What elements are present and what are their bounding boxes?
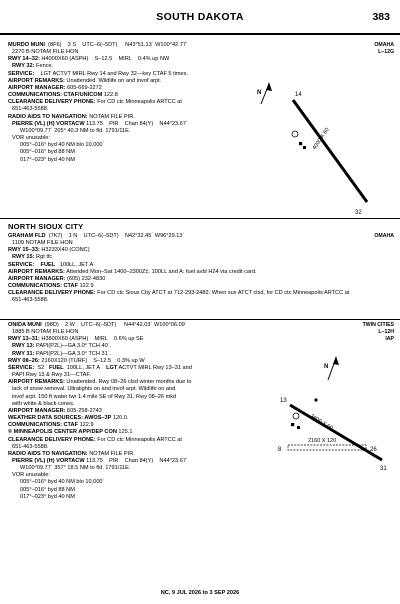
text-run: MURDO MUNI — [8, 42, 45, 48]
murdo-title-line — [8, 42, 276, 49]
onida-clearance-cont: 651-463-5588. — [12, 443, 49, 450]
onida-navaids — [8, 451, 276, 458]
text-run: 122.9 — [78, 283, 94, 290]
header-rule — [0, 33, 400, 35]
text-run: 605-258-2743 — [65, 407, 102, 414]
page-number: 383 — [372, 11, 390, 23]
section-divider-2 — [0, 319, 400, 320]
onida-remarks-4 — [8, 401, 276, 408]
text-run: RADIO AIDS TO NAVIGATION: — [8, 113, 88, 120]
text-run: 125.1 — [116, 429, 133, 436]
text-run: Rgt tfc. — [34, 254, 54, 261]
text-run: RWY 15–33: — [8, 247, 40, 254]
text-run: GRAHAM FLD — [8, 233, 46, 239]
onida-rwy26-label: 26 — [370, 447, 377, 453]
text-run: AIRPORT REMARKS: — [8, 268, 65, 275]
onida-remarks-2 — [8, 386, 276, 393]
onida-center — [8, 429, 276, 436]
text-run: SERVICE: — [8, 70, 35, 77]
murdo-vor-unusable: VOR unusable: — [12, 135, 50, 142]
onida-chart-ref-2: IAP — [385, 336, 394, 343]
state-title: SOUTH DAKOTA — [156, 11, 244, 23]
north-arrow-icon — [257, 82, 272, 104]
text-run: CLEARANCE DELIVERY PHONE: — [8, 436, 96, 443]
onida-rwy31 — [8, 351, 276, 358]
onida-vor-unusable: VOR unusable: — [12, 472, 50, 479]
graham-elevation: 1109 NOTAM FILE HON — [12, 240, 73, 247]
text-run: (7K7) 1 N UTC–6(–5DT) N42°32.45´ W96°29.13´ — [45, 233, 185, 239]
text-run: CLEARANCE DELIVERY PHONE: — [8, 99, 96, 106]
section-divider-1 — [0, 218, 400, 219]
onida-side-refs — [363, 322, 394, 343]
onida-unusable-3: 017°–023° byd 40 NM — [20, 493, 75, 500]
text-run: 113.75 PIR Chan 84(Y) N44°23.67´ — [84, 457, 188, 464]
text-run: H3800X60 (ASPH) MIRL 0.6% up SE — [39, 336, 144, 343]
murdo-runway-strip — [293, 100, 367, 202]
graham-city-sector: OMAHA — [374, 233, 394, 239]
onida-rwy31-label: 31 — [380, 466, 387, 472]
text-run: ACTVT MIRL Rwy 13–31 and — [117, 364, 192, 371]
text-run: Unattended. Wildlife on and invof arpt. — [64, 77, 162, 84]
text-run: H3233X40 (CONC) — [39, 247, 90, 254]
text-run: RWY 13–31: — [8, 336, 40, 343]
text-run: PAPI(P2L)—GA 3.0° TCH 40´. — [34, 343, 112, 350]
onida-building-icon-2 — [297, 426, 300, 429]
text-run: COMMUNICATIONS: CTAF — [8, 422, 79, 429]
text-run: 122.9 — [78, 422, 94, 429]
graham-title-line — [8, 233, 388, 240]
text-run: RWY 14–32: — [8, 56, 40, 63]
text-run: AIRPORT REMARKS: — [8, 379, 65, 386]
onida-rwy13-label: 13 — [280, 398, 287, 404]
onida-clearance — [8, 437, 276, 444]
text-run: RWY 08–26: — [8, 357, 40, 364]
text-run: RWY 32: — [12, 63, 35, 70]
murdo-north-label: N — [257, 90, 262, 96]
graham-entry — [8, 233, 388, 305]
text-run: For CD ctc Minneapolis ARTCC at — [95, 99, 182, 106]
text-run: CLEARANCE DELIVERY PHONE: — [8, 290, 96, 297]
graham-runway — [8, 247, 388, 254]
text-run: 113.75 PIR Chan 84(Y) N44°23.67´ — [84, 120, 188, 127]
murdo-runway-dim-label: 4000 X 60 — [311, 126, 331, 152]
onida-remarks-1 — [8, 379, 276, 386]
murdo-building-icon-2 — [303, 146, 306, 149]
murdo-chart-ref: L–12G — [378, 49, 394, 56]
murdo-airport-diagram — [235, 72, 385, 222]
onida-weather — [8, 415, 276, 422]
onida-turf-dim-label: 2160 X 120 — [308, 438, 337, 444]
murdo-runway — [8, 56, 276, 63]
text-run: lack of snow removal. Ultralights on and invof arpt. Wildlife on and — [12, 386, 176, 393]
onida-elevation: 1885 B NOTAM FILE HON — [12, 329, 79, 336]
text-run: ONIDA MUNI — [8, 322, 42, 328]
text-run: Attended Mon–Sat 1400–2300Z‡. 100LL and A: fuel avbl H24 via credit card. — [64, 268, 257, 275]
onida-main-dim-label: 3800 X 60 — [308, 413, 334, 432]
page-footer: NC, 9 JUL 2026 to 3 SEP 2026 — [160, 590, 240, 596]
onida-beacon-icon — [314, 398, 317, 401]
text-run: 122.8 — [102, 92, 118, 99]
text-run: ACTVT MIRL Rwy 14 and Rwy 32—key CTAF 5 times. — [52, 70, 189, 77]
murdo-rwy32-label: 32 — [355, 210, 362, 216]
text-run: Fence. — [34, 63, 54, 70]
graham-remarks — [8, 269, 388, 276]
onida-unusable-2: 005°–016° byd 88 NM — [20, 486, 75, 493]
onida-windsock-icon — [293, 413, 299, 419]
murdo-rwy32 — [8, 63, 276, 70]
onida-city-sector: TWIN CITIES — [362, 322, 394, 328]
text-run: invof arpt. 150 ft water twr 1.4 mile SE of Rwy 31. Rwy 08–26 mkd — [12, 393, 177, 400]
text-run: AIRPORT MANAGER: — [8, 407, 66, 414]
murdo-unusable-3: 017°–023° byd 40 NM — [20, 156, 75, 163]
text-run: S2 — [34, 364, 49, 371]
murdo-unusable-1: 005°–016° byd 40 NM blo 10,000´ — [20, 142, 105, 149]
onida-runway-13-31 — [290, 405, 382, 460]
text-run: NOTAM FILE PIR. — [87, 450, 135, 457]
onida-rwy0826 — [8, 358, 276, 365]
onida-airport-diagram — [270, 350, 395, 475]
onida-manager — [8, 408, 276, 415]
text-run: FUEL — [34, 261, 57, 268]
text-run: 2160X120 (TURF) S–12.5 0.3% up W — [39, 357, 145, 364]
city-heading-north-sioux-city: NORTH SIOUX CITY — [8, 222, 84, 231]
onida-entry — [8, 322, 276, 501]
page-header — [0, 0, 400, 36]
text-run: NOTAM FILE PIR. — [87, 113, 135, 120]
text-run: H4000X60 (ASPH) S–12.5 MIRL 0.4% up NW — [39, 56, 170, 63]
graham-service — [8, 262, 388, 269]
murdo-vortac-cont: W100°09.77´ 205° 40.3 NM to fld. 1791/11E. — [20, 127, 131, 134]
text-run: 605-669-2272 — [65, 84, 102, 91]
text-run: AIRPORT MANAGER: — [8, 275, 66, 282]
text-run: AIRPORT MANAGER: — [8, 84, 66, 91]
text-run: WEATHER DATA SOURCES: AWOS–3P — [8, 415, 112, 422]
graham-clearance — [8, 290, 388, 297]
onida-service-cont: PAPI Rwy 13 & Rwy 31—CTAF. — [12, 372, 91, 379]
murdo-windsock-icon — [292, 131, 298, 137]
text-run: 120.0. — [111, 415, 129, 422]
onida-rwy13 — [8, 343, 276, 350]
text-run: AIRPORT REMARKS: — [8, 77, 65, 84]
text-run: with white & black cones. — [12, 400, 75, 407]
murdo-clearance-cont: 651-463-5588. — [12, 106, 49, 113]
text-run: FUEL — [48, 364, 64, 371]
text-run: ® MINNEAPOLIS CENTER APP/DEP CON — [8, 429, 117, 436]
onida-title-line — [8, 322, 276, 329]
onida-remarks-3 — [8, 394, 276, 401]
onida-north-label: N — [324, 364, 329, 370]
murdo-building-icon — [299, 142, 302, 145]
text-run: LGT — [34, 70, 53, 77]
text-run: 100LL, JET A — [63, 364, 107, 371]
text-run: Unattended. Rwy 08–26 clsd winter months due to — [64, 379, 192, 386]
onida-runway-08-26 — [288, 445, 366, 450]
text-run: PAPI(P2L)—GA 3.0° TCH 31´. — [34, 350, 112, 357]
text-run: COMMUNICATIONS: CTAF — [8, 283, 79, 290]
graham-clearance-cont: 651-463-5588. — [12, 297, 49, 304]
text-run: 100LL, JET A — [56, 261, 94, 268]
onida-chart-ref-1: L–12H — [378, 329, 394, 336]
north-arrow-icon — [324, 356, 339, 380]
onida-rwy8-label: 8 — [278, 447, 282, 453]
graham-comm — [8, 283, 388, 290]
text-run: SERVICE: — [8, 364, 35, 371]
onida-building-icon — [291, 423, 294, 426]
text-run: (605) 232-4830 — [65, 275, 106, 282]
murdo-elevation: 2270 B NOTAM FILE HON — [12, 49, 79, 56]
text-run: For CD ctc Sioux City ATCT at 712-293-2482. When sux ATCT clsd, for CD ctc Minneapolis ARTCC at — [95, 290, 350, 297]
graham-manager — [8, 276, 388, 283]
text-run: PIERRE (VL) (H) VORTACW — [12, 120, 85, 127]
murdo-side-refs — [374, 42, 394, 56]
onida-vortac — [8, 458, 276, 465]
onida-service — [8, 365, 276, 372]
onida-unusable-1: 005°–016° byd 40 NM blo 10,000´ — [20, 479, 105, 486]
text-run: PIERRE (VL) (H) VORTACW — [12, 457, 85, 464]
text-run: LGT — [106, 364, 118, 371]
text-run: For CD ctc Minneapolis ARTCC at — [95, 436, 182, 443]
text-run: SERVICE: — [8, 261, 35, 268]
murdo-rwy14-label: 14 — [295, 92, 302, 98]
onida-runway — [8, 336, 276, 343]
onida-vortac-cont: W100°09.77´ 357° 18.5 NM to fld. 1791/11E. — [20, 465, 131, 472]
text-run: RWY 15: — [12, 254, 35, 261]
text-run: (8F6) 3 S UTC–6(–5DT) N43°51.13´ W100°42.77´ — [44, 42, 188, 48]
text-run: RWY 13: — [12, 343, 35, 350]
graham-rwy15 — [8, 254, 388, 261]
text-run: (98D) 2 W UTC–6(–5DT) N44°42.03´ W100°06.09´ — [41, 322, 187, 328]
murdo-city-sector: OMAHA — [374, 42, 394, 48]
text-run: COMMUNICATIONS: CTAF/UNICOM — [8, 92, 103, 99]
text-run: RWY 31: — [12, 350, 35, 357]
murdo-unusable-2: 005°–016° byd 88 NM — [20, 149, 75, 156]
text-run: RADIO AIDS TO NAVIGATION: — [8, 450, 88, 457]
